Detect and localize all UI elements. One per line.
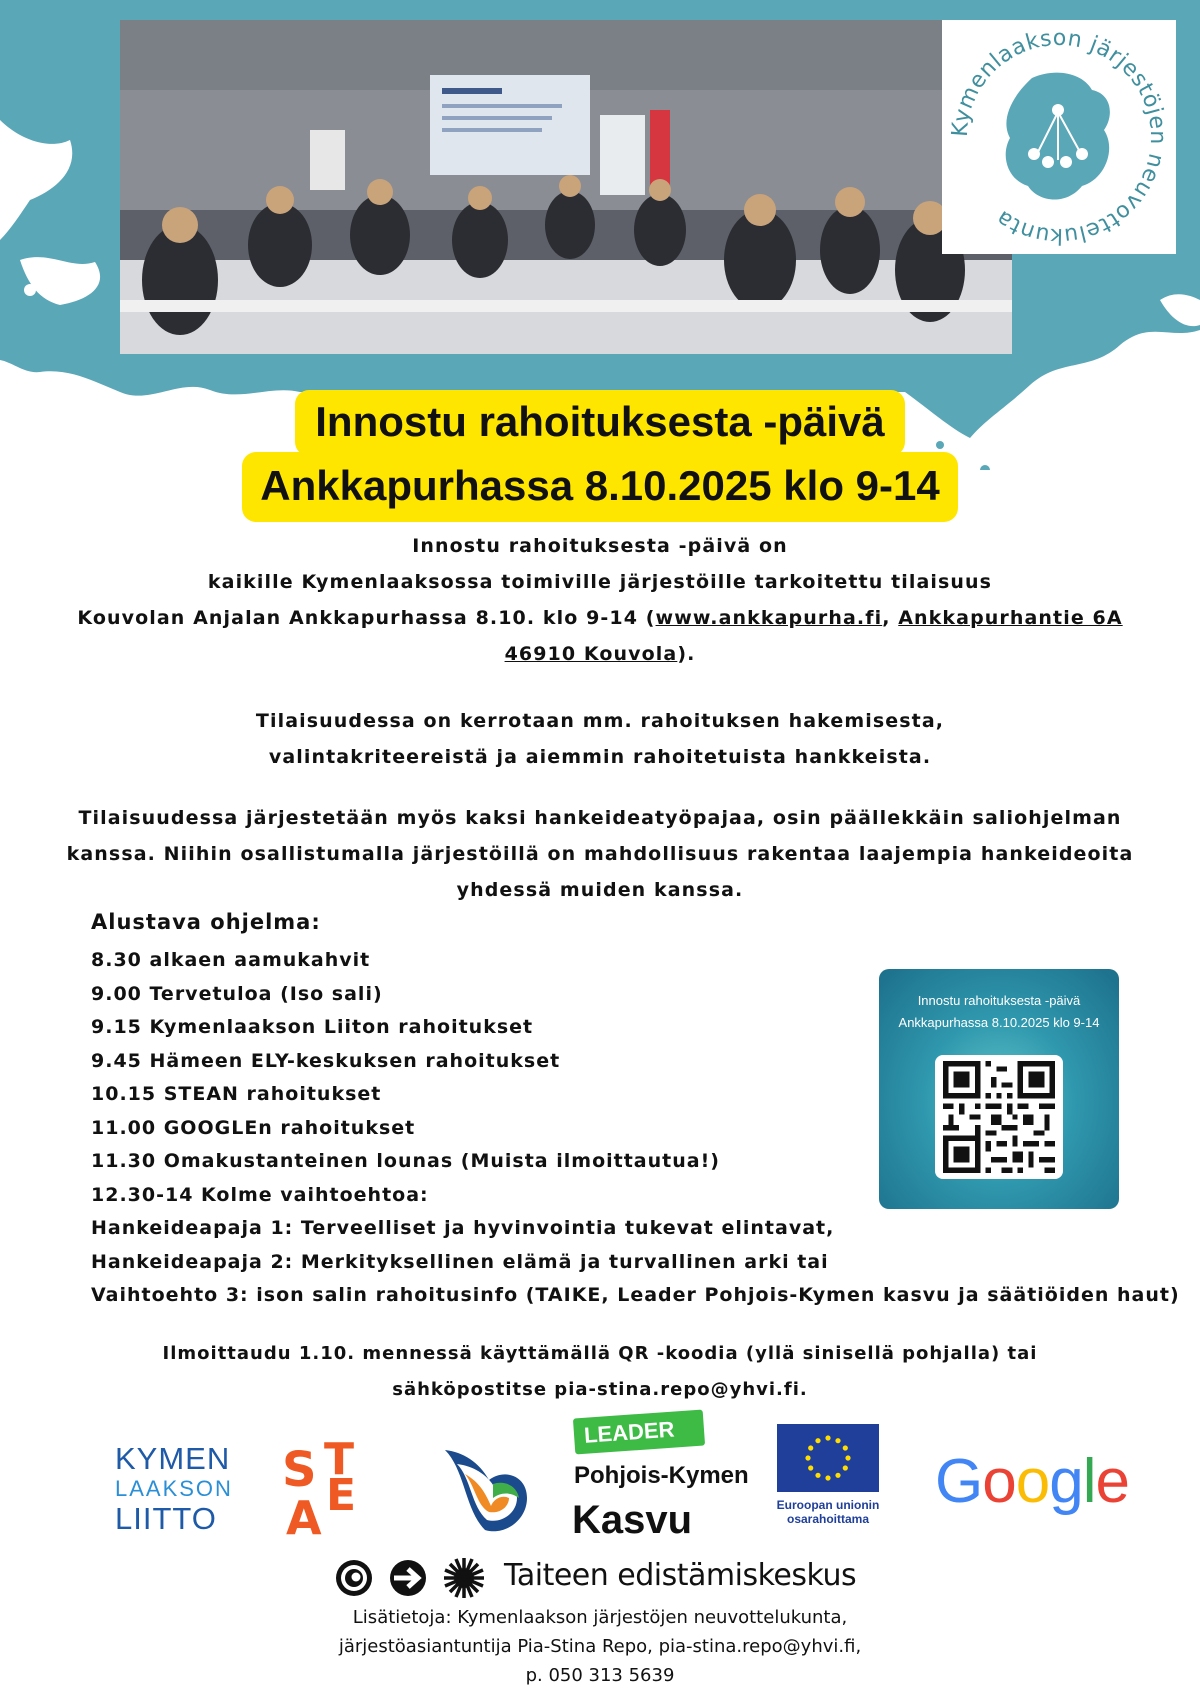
program-item: 9.45 Hämeen ELY-keskuksen rahoitukset xyxy=(91,1049,561,1072)
eu-caption-1: Euroopan unionin xyxy=(776,1498,880,1512)
intro-line-2: kaikille Kymenlaaksossa toimiville järjestöille tarkoitettu tilaisuus xyxy=(207,571,993,593)
title-highlight-1: Innostu rahoituksesta -päivä xyxy=(295,390,904,456)
leader-tag: LEADER xyxy=(573,1410,705,1455)
qr-card-line-2: Ankkapurhassa 8.10.2025 klo 9-14 xyxy=(898,1015,1100,1030)
leader-pohjois-kymen-kasvu-logo xyxy=(570,1414,749,1546)
registration-qr-card[interactable] xyxy=(879,969,1119,1209)
kl-line-2: LAAKSON xyxy=(115,1476,233,1501)
google-letter: o xyxy=(1015,1447,1050,1516)
footer-line-1: Lisätietoja: Kymenlaakson järjestöjen neuvottelukunta, xyxy=(352,1607,848,1628)
program-item: 9.15 Kymenlaakson Liiton rahoitukset xyxy=(91,1016,534,1038)
taike-symbols xyxy=(332,1556,492,1600)
sun-icon xyxy=(444,1558,484,1598)
address-link[interactable]: Ankkapurhantie 6A xyxy=(898,607,1123,629)
intro-line-4 xyxy=(60,636,1140,672)
signup-info xyxy=(80,1336,1120,1408)
footer-line-2: järjestöasiantuntija Pia-Stina Repo, pia-stina.repo@yhvi.fi, xyxy=(338,1636,862,1657)
kl-line-1: KYMEN xyxy=(115,1441,231,1476)
program-item: Vaihtoehto 3: ison salin rahoitusinfo (TAIKE, Leader Pohjois-Kymen kasvu ja säätiöiden haut) xyxy=(91,1284,1180,1306)
svg-text:A: A xyxy=(286,1491,322,1536)
signup-line-2: sähköpostitse pia-stina.repo@yhvi.fi. xyxy=(392,1379,808,1400)
title-line-1 xyxy=(0,390,1200,456)
google-logo xyxy=(935,1446,1129,1517)
signup-line-1: Ilmoittaudu 1.10. mennessä käyttämällä QR -koodia (yllä sinisellä pohjalla) tai xyxy=(162,1343,1038,1364)
eu-cofunding-logo xyxy=(775,1424,881,1534)
google-letter: o xyxy=(982,1447,1016,1516)
taike-name: Taiteen edistämiskeskus xyxy=(504,1558,857,1593)
program-item: 8.30 alkaen aamukahvit xyxy=(91,949,371,971)
program-item: 12.30-14 Kolme vaihtoehtoa: xyxy=(91,1183,429,1206)
title-highlight-2: Ankkapurhassa 8.10.2025 klo 9-14 xyxy=(242,452,957,522)
event-photo xyxy=(120,20,1012,354)
workshop-paragraph xyxy=(60,800,1140,908)
topics-line-2: valintakriteereistä ja aiemmin rahoitetuista hankkeista. xyxy=(268,746,932,768)
program-item: Hankeideapaja 1: Terveelliset ja hyvinvointia tukevat elintavat, xyxy=(91,1217,835,1239)
kl-line-3: LIITTO xyxy=(115,1501,217,1536)
svg-text:E: E xyxy=(326,1470,357,1521)
title-line-2 xyxy=(0,452,1200,522)
topics-line-1: Tilaisuudessa on kerrotaan mm. rahoituksen hakemisesta, xyxy=(255,710,945,732)
intro-line-3 xyxy=(60,600,1140,636)
intro-line-1: Innostu rahoituksesta -päivä on xyxy=(412,535,788,557)
google-letter: e xyxy=(1095,1447,1129,1516)
intro-separator: , xyxy=(882,607,899,629)
program-item: 11.30 Omakustanteinen lounas (Muista ilmoittautua!) xyxy=(91,1150,720,1172)
google-letter: l xyxy=(1082,1447,1096,1516)
contact-footer xyxy=(0,1603,1200,1690)
workshop-line-2: kanssa. Niihin osallistumalla järjestöillä on mahdollisuus rakentaa laajempia hankeideoita xyxy=(66,843,1134,865)
leader-line-1: Pohjois-Kymen xyxy=(574,1462,749,1489)
qr-card-line-1: Innostu rahoituksesta -päivä xyxy=(917,993,1081,1008)
svg-text:S: S xyxy=(282,1442,317,1498)
footer-line-3: p. 050 313 5639 xyxy=(525,1665,675,1686)
spiral-icon xyxy=(336,1560,372,1596)
svg-text:T: T xyxy=(324,1436,355,1485)
taike-logo xyxy=(332,1552,892,1602)
program-item: 11.00 GOOGLEn rahoitukset xyxy=(91,1116,416,1139)
google-letter: G xyxy=(935,1447,983,1516)
stea-logo xyxy=(280,1436,376,1536)
program-item: 9.00 Tervetuloa (Iso sali) xyxy=(91,982,383,1005)
program-heading: Alustava ohjelma: xyxy=(91,910,321,934)
program-item: 10.15 STEAN rahoitukset xyxy=(91,1083,382,1105)
workshop-line-3: yhdessä muiden kanssa. xyxy=(456,879,744,901)
sponsor-logos xyxy=(0,1410,1200,1560)
logo-ring-text: Kymenlaakson järjestöjen neuvottelukunta xyxy=(947,25,1171,249)
workshop-line-1: Tilaisuudessa järjestetään myös kaksi hankeideatyöpajaa, osin päällekkäin saliohjelman xyxy=(78,807,1122,829)
intro-paragraph xyxy=(60,528,1140,672)
qr-code[interactable] xyxy=(935,1055,1063,1179)
intro-line-4-post: ). xyxy=(677,643,696,665)
city-link[interactable]: 46910 Kouvola xyxy=(504,643,678,665)
intro-line-3-pre: Kouvolan Anjalan Ankkapurhassa 8.10. klo 9-14 ( xyxy=(77,607,656,629)
ely-keskus-logo xyxy=(435,1440,535,1540)
eu-flag xyxy=(777,1424,879,1492)
program-item: Hankeideapaja 2: Merkityksellinen elämä ja turvallinen arki tai xyxy=(91,1250,829,1273)
leader-line-2: Kasvu xyxy=(572,1498,693,1542)
kymenlaakson-liitto-logo xyxy=(115,1441,233,1536)
ankkapurha-website-link[interactable]: www.ankkapurha.fi xyxy=(655,607,883,629)
google-letter: g xyxy=(1049,1447,1083,1516)
kymenlaakso-jarjestot-logo xyxy=(942,20,1176,254)
topics-paragraph xyxy=(60,703,1140,775)
eu-caption-2: osarahoittama xyxy=(786,1512,870,1526)
arrow-circle-icon xyxy=(390,1560,426,1596)
